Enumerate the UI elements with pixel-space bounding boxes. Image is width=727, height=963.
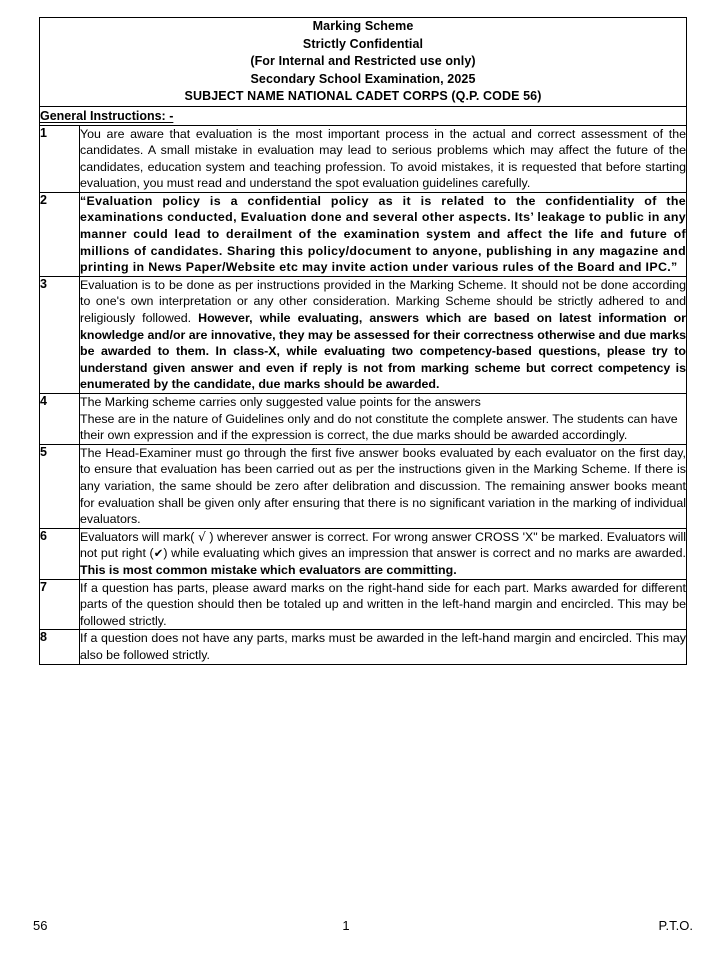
instruction-text-6: [80, 529, 686, 579]
header-line-confidential: Strictly Confidential: [302, 36, 424, 51]
row-number-7: 7: [40, 579, 80, 630]
table-row: [40, 192, 687, 276]
row-number-5: 5: [40, 444, 80, 528]
header-line-exam: Secondary School Examination, 2025: [250, 71, 476, 86]
instruction-text-8: If a question does not have any parts, marks must be awarded in the left-hand margin and encircled. This may also be followed strictly.: [80, 631, 686, 662]
header-line-usage: (For Internal and Restricted use only): [250, 54, 476, 68]
header-line-subject: SUBJECT NAME NATIONAL CADET CORPS (Q.P. CODE 56): [184, 89, 542, 103]
instruction-text-6-seg2: ) wherever answer is correct. For wrong answer CROSS 'X" be marked. Evaluators will not put right (: [80, 529, 686, 561]
general-instructions-row: [40, 106, 687, 125]
page-number: 1: [342, 918, 350, 933]
row-number-3: 3: [40, 276, 80, 393]
row-body-5: [80, 444, 687, 528]
instruction-text-3-plain: Evaluation is to be done as per instructions provided in the Marking Scheme. It should not be done according to one's own interpretation or any other consideration. Marking Scheme should be strictly adhered to and religiously followed.: [80, 277, 686, 326]
row-number-4: 4: [40, 394, 80, 445]
table-row: [40, 528, 687, 579]
row-body-1: [80, 125, 687, 192]
header-line-title: Marking Scheme: [312, 19, 414, 33]
header-row: [40, 18, 687, 107]
instruction-text-6-seg3: ) while evaluating which gives an impression that answer is correct and no marks are awarded.: [163, 546, 686, 561]
instruction-text-2: “Evaluation policy is a confidential policy as it is related to the confidentiality of the examinations conducted, Evaluation done and several other aspects. Its’ leakage to public in any manner could lead to derailment of the examination system and affect the life and future of millions of candidates. Sharing this policy/document to anyone, publishing in any magazine and printing in News Paper/Website etc may invite action under various rules of the Board and IPC.”: [80, 193, 686, 275]
row-body-3: [80, 276, 687, 393]
row-number-1: 1: [40, 125, 80, 192]
instruction-text-1: You are aware that evaluation is the most important process in the actual and correct assessment of the candidates. A small mistake in evaluation may lead to serious problems which may affect the future of the candidates, education system and teaching profession. To avoid mistakes, it is requested that before starting evaluation, you must read and understand the spot evaluation guidelines carefully.: [80, 126, 686, 191]
table-row: [40, 394, 687, 445]
page-footer: [33, 918, 693, 933]
instruction-text-3-bold: However, while evaluating, answers which are based on latest information or knowledge and/or are innovative, they may be assessed for their correctness otherwise and due marks be awarded to them. In class-X, while evaluating two competency-based questions, please try to understand given answer and even if reply is not from marking scheme but correct competency is enumerated by the candidate, due marks should be awarded.: [80, 311, 686, 392]
row-body-8: [80, 630, 687, 664]
instruction-text-6-seg1: Evaluators will mark(: [80, 529, 198, 544]
radical-check-icon: √: [197, 528, 206, 544]
table-row: [40, 276, 687, 393]
table-row: [40, 444, 687, 528]
row-body-6: [80, 528, 687, 579]
instruction-text-7: If a question has parts, please award marks on the right-hand side for each part. Marks awarded for different parts of the question should then be totaled up and written in the left-hand margin and encircled. This may be followed strictly.: [80, 580, 686, 628]
instruction-text-5: The Head-Examiner must go through the first five answer books evaluated by each evaluator on the first day, to ensure that evaluation has been carried out as per the instructions given in the Marking Scheme. If there is any variation, the same should be zero after delibration and discussion. The remaining answer books meant for evaluation shall be given only after ensuring that there is no significant variation in the marking of individual evaluators.: [80, 445, 686, 527]
footer-subject-code: 56: [33, 918, 48, 933]
instruction-text-4-line2: These are in the nature of Guidelines only and do not constitute the complete answer. The students can have their own expression and if the expression is correct, the due marks should be awarded accordingly.: [80, 411, 678, 443]
instruction-text-3: [80, 277, 686, 393]
row-body-7: [80, 579, 687, 630]
footer-pto-label: P.T.O.: [658, 918, 693, 933]
row-body-4: [80, 394, 687, 445]
marking-scheme-table: [39, 17, 687, 665]
row-body-2: [80, 192, 687, 276]
general-instructions-title: General Instructions: -: [40, 108, 174, 123]
table-row: [40, 579, 687, 630]
row-number-6: 6: [40, 528, 80, 579]
instruction-text-4-line1: The Marking scheme carries only suggested value points for the answers: [80, 395, 481, 409]
table-row: [40, 125, 687, 192]
document-header: [40, 18, 687, 107]
row-number-8: 8: [40, 630, 80, 664]
general-instructions-header: [40, 106, 687, 125]
checkmark-icon: ✔: [153, 546, 164, 561]
instruction-text-6-bold: This is most common mistake which evaluators are committing.: [80, 562, 457, 577]
row-number-2: 2: [40, 192, 80, 276]
table-row: [40, 630, 687, 664]
